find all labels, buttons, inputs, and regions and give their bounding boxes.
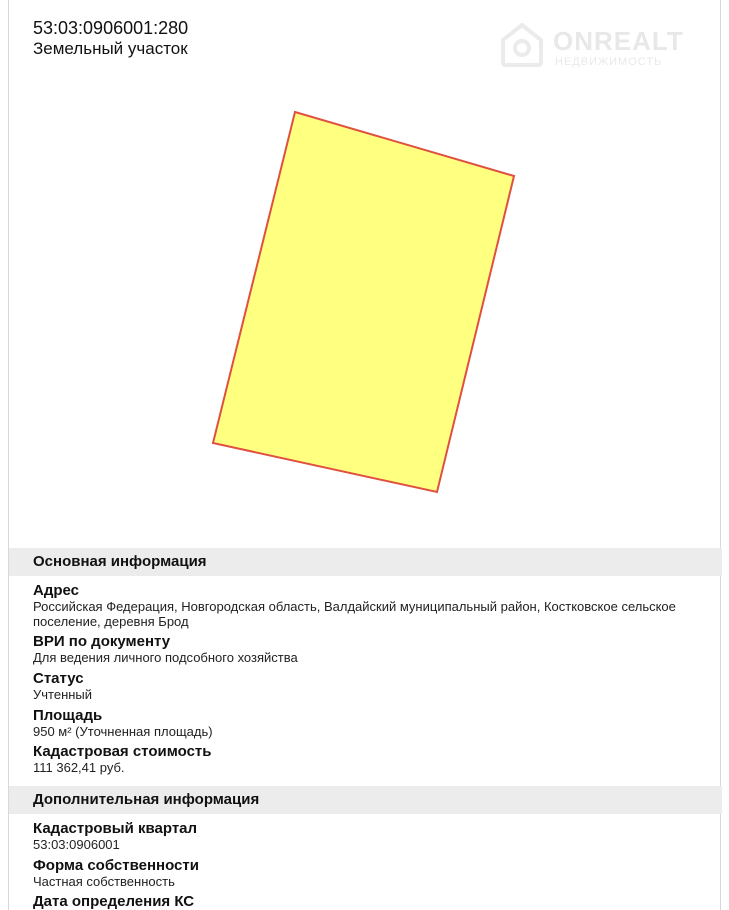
field-status [33,670,713,702]
field-label: Кадастровая стоимость [33,743,212,760]
field-value: 53:03:0906001 [33,837,120,852]
land-plot-map [9,90,722,520]
field-label: Статус [33,670,84,687]
field-address [33,582,713,629]
field-value: Российская Федерация, Новгородская область, Валдайский муниципальный район, Костковское сельское поселение, деревня Брод [33,599,676,629]
field-label: Кадастровый квартал [33,820,198,837]
report-header [33,18,188,59]
field-area [33,707,713,739]
report-page [8,0,721,910]
object-type: Земельный участок [33,39,188,58]
field-label: Адрес [33,582,80,599]
house-logo-icon [499,22,545,68]
watermark-tagline: НЕДВИЖИМОСТЬ [555,56,663,68]
watermark-brand: ONREALT [553,26,684,56]
section-extra-info: Дополнительная информация [9,786,722,814]
field-valuation-date [33,893,713,910]
field-value: 111 362,41 руб. [33,760,125,775]
field-label: Площадь [33,707,103,724]
field-label: ВРИ по документу [33,633,171,650]
field-label: Форма собственности [33,857,199,874]
cadastral-number: 53:03:0906001:280 [33,18,189,38]
field-cadastral-value [33,743,713,775]
field-value: 950 м² (Уточненная площадь) [33,724,213,739]
field-ownership-form [33,857,713,889]
field-permitted-use [33,633,713,665]
field-value: Частная собственность [33,874,175,889]
watermark [499,22,714,74]
section-main-info: Основная информация [9,548,722,576]
land-plot-polygon [213,112,514,492]
field-value: Учтенный [33,687,93,702]
field-value: Для ведения личного подсобного хозяйства [33,650,298,665]
field-cadastral-quarter [33,820,713,852]
field-label: Дата определения КС [33,893,195,910]
